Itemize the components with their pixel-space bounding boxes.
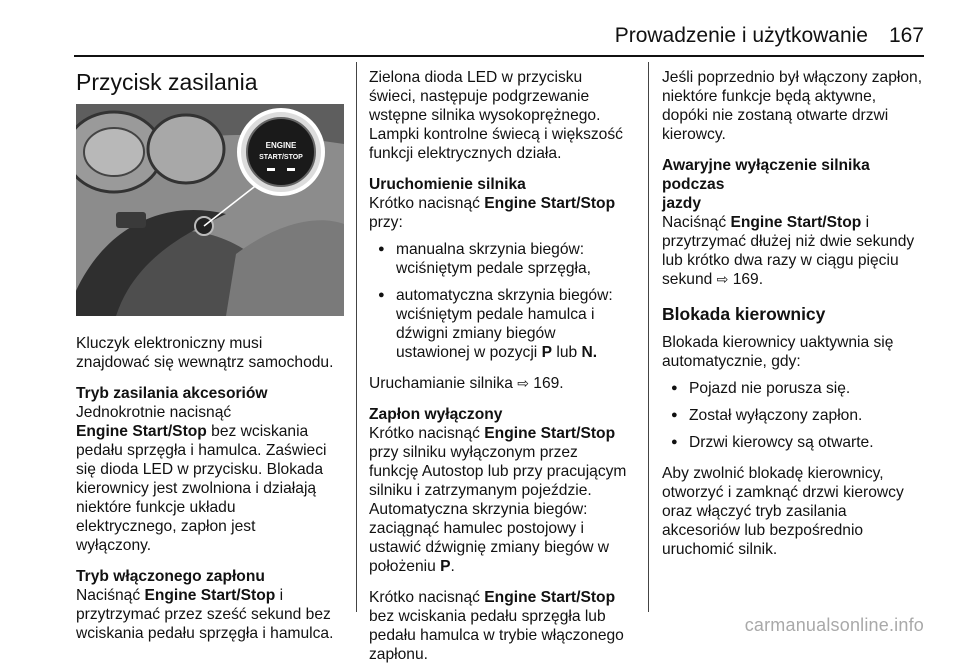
text-line: silniku i zatrzymanym pojeździe. xyxy=(369,482,592,499)
dashboard-illustration xyxy=(76,104,344,316)
text-line: pedału sprzęgła i hamulca. Zaświeci xyxy=(76,442,327,459)
text-line: wciśniętym pedale sprzęgła, xyxy=(396,260,592,277)
running-title: Prowadzenie i użytkowanie xyxy=(614,24,868,47)
text-line: funkcję Autostop lub przy pracującym xyxy=(369,463,627,480)
page-ref-icon: ⇨ xyxy=(716,271,729,287)
text-line: pedału hamulca w trybie włączonego xyxy=(369,627,624,644)
list-item: ● Pojazd nie porusza się. xyxy=(662,379,932,398)
text-line xyxy=(396,343,637,362)
text-run: bez wciskania xyxy=(206,423,309,440)
intro-line: znajdować się wewnątrz samochodu. xyxy=(76,354,334,371)
engine-start-stop-term: Engine Start/Stop xyxy=(144,587,276,604)
button-text-engine: ENGINE xyxy=(265,141,297,150)
subheading-accessory-mode: Tryb zasilania akcesoriów xyxy=(76,385,268,402)
text-line: niektóre funkcje układu xyxy=(76,499,236,516)
column-divider xyxy=(356,62,357,612)
column-1 xyxy=(76,68,344,643)
subheading-emergency-stop: Awaryjne wyłączenie silnika podczas xyxy=(662,157,870,193)
text-line: Zielona dioda LED w przycisku xyxy=(369,69,583,86)
text-line: kierowcy. xyxy=(662,126,726,143)
column-2 xyxy=(369,68,637,664)
intro-line: Kluczyk elektroniczny musi xyxy=(76,335,263,352)
text-line: kierownicy jest zwolniona i działają xyxy=(76,480,317,497)
text-line: Automatyczna skrzynia biegów: xyxy=(369,501,588,518)
engine-start-stop-term: Engine Start/Stop xyxy=(76,423,207,440)
text-line: świeci, następuje podgrzewanie xyxy=(369,88,590,105)
text-run: Krótko nacisnąć xyxy=(369,425,485,442)
engine-start-stop-term: Engine Start/Stop xyxy=(484,589,616,606)
text-line: elektrycznego, zapłon jest xyxy=(76,518,256,535)
text-line: Blokada kierownicy uaktywnia się xyxy=(662,334,894,351)
text-line: ustawić dźwignię zmiany biegów w xyxy=(369,539,610,556)
start-conditions-list xyxy=(369,240,637,362)
text-line: dźwigni zmiany biegów xyxy=(396,325,556,342)
subheading-ignition-mode: Tryb włączonego zapłonu xyxy=(76,568,265,585)
text-line: się dioda LED w przycisku. Blokada xyxy=(76,461,324,478)
text-run: i xyxy=(861,214,870,231)
dashboard-photo xyxy=(76,104,344,316)
text-line: przy silniku wyłączonym przez xyxy=(369,444,578,461)
text-line: zapłonu. xyxy=(369,646,428,663)
text-line: wyłączony. xyxy=(76,537,152,554)
text-line: funkcji elektrycznych działa. xyxy=(369,145,562,162)
text-run: położeniu xyxy=(369,558,441,575)
text-line: zaciągnąć hamulec postojowy i xyxy=(369,520,584,537)
text-run: Krótko nacisnąć xyxy=(369,195,485,212)
cross-reference xyxy=(369,374,637,393)
lock-conditions-list xyxy=(662,379,932,452)
watermark: carmanualsonline.info xyxy=(744,615,924,635)
text-line: Jednokrotnie nacisnąć xyxy=(76,404,232,421)
text-line: bez wciskania pedału sprzęgła lub xyxy=(369,608,606,625)
text-line: uruchomić silnik. xyxy=(662,541,778,558)
text-line: ● manualna skrzynia biegów: xyxy=(396,241,585,258)
text-line xyxy=(369,557,637,576)
text-line xyxy=(369,588,637,607)
text-line: ● automatyczna skrzynia biegów: xyxy=(396,287,613,304)
text-line: przy: xyxy=(369,214,403,231)
text-line: niektóre funkcje będą aktywne, xyxy=(662,88,877,105)
header-rule xyxy=(74,55,924,57)
section-heading-steering-lock: Blokada kierownicy xyxy=(662,304,826,324)
text-line: Jeśli poprzednio był włączony zapłon, xyxy=(662,69,923,86)
text-run: lub xyxy=(552,344,582,361)
text-run: Naciśnąć xyxy=(76,587,145,604)
text-line: wciskania pedału sprzęgła i hamulca. xyxy=(76,625,334,642)
page-ref-icon: ⇨ xyxy=(517,375,529,391)
text-line xyxy=(76,586,344,605)
page-number: 167 xyxy=(888,24,924,47)
text-line: lub krótko dwa razy w ciągu pięciu xyxy=(662,252,899,269)
text-line: oraz włączyć tryb zasilania xyxy=(662,503,847,520)
text-line: wciśniętym pedale hamulca i xyxy=(396,306,595,323)
gear-p: P xyxy=(440,558,451,575)
column-divider xyxy=(648,62,649,612)
cross-reference xyxy=(662,270,932,289)
text-run: ustawionej w pozycji xyxy=(396,344,542,361)
text-line xyxy=(662,213,932,232)
text-run: Krótko nacisnąć xyxy=(369,589,485,606)
text-line: automatycznie, gdy: xyxy=(662,353,801,370)
text-line: otworzyć i zamknąć drzwi kierowcy xyxy=(662,484,904,501)
text-line: przytrzymać przez sześć sekund bez xyxy=(76,606,331,623)
section-heading: Przycisk zasilania xyxy=(76,69,258,95)
text-line: dopóki nie zostaną otwarte drzwi xyxy=(662,107,889,124)
subheading-ignition-off: Zapłon wyłączony xyxy=(369,406,503,423)
text-line: akcesoriów lub bezpośrednio xyxy=(662,522,864,539)
gear-n: N. xyxy=(581,344,598,361)
text-run: sekund xyxy=(662,271,717,288)
list-item: ● Drzwi kierowcy są otwarte. xyxy=(662,433,932,452)
text-line xyxy=(369,194,637,213)
list-item xyxy=(369,240,637,278)
column-3 xyxy=(662,68,932,559)
text-line: Lampki kontrolne świecą i większość xyxy=(369,126,623,143)
gear-p: P xyxy=(541,344,553,361)
text-line: Aby zwolnić blokadę kierownicy, xyxy=(662,465,884,482)
text-run: Uruchamianie silnika xyxy=(369,375,518,392)
text-run: . xyxy=(450,558,455,575)
list-item xyxy=(369,286,637,362)
button-text-startstop: START/STOP xyxy=(259,154,303,161)
text-line: przytrzymać dłużej niż dwie sekundy xyxy=(662,233,915,250)
text-run: i xyxy=(275,587,284,604)
subheading-emergency-stop-cont: jazdy xyxy=(662,195,701,212)
page-header xyxy=(0,0,960,62)
list-item: ● Został wyłączony zapłon. xyxy=(662,406,932,425)
text-line xyxy=(76,422,344,441)
engine-start-stop-term: Engine Start/Stop xyxy=(484,195,616,212)
text-line xyxy=(369,424,637,443)
engine-start-stop-term: Engine Start/Stop xyxy=(484,425,616,442)
text-run: 169. xyxy=(728,271,764,288)
engine-start-stop-term: Engine Start/Stop xyxy=(730,214,862,231)
text-run: 169. xyxy=(528,375,564,392)
text-line: wstępne silnika wysokoprężnego. xyxy=(369,107,601,124)
subheading-engine-start: Uruchomienie silnika xyxy=(369,176,526,193)
text-run: Naciśnąć xyxy=(662,214,731,231)
